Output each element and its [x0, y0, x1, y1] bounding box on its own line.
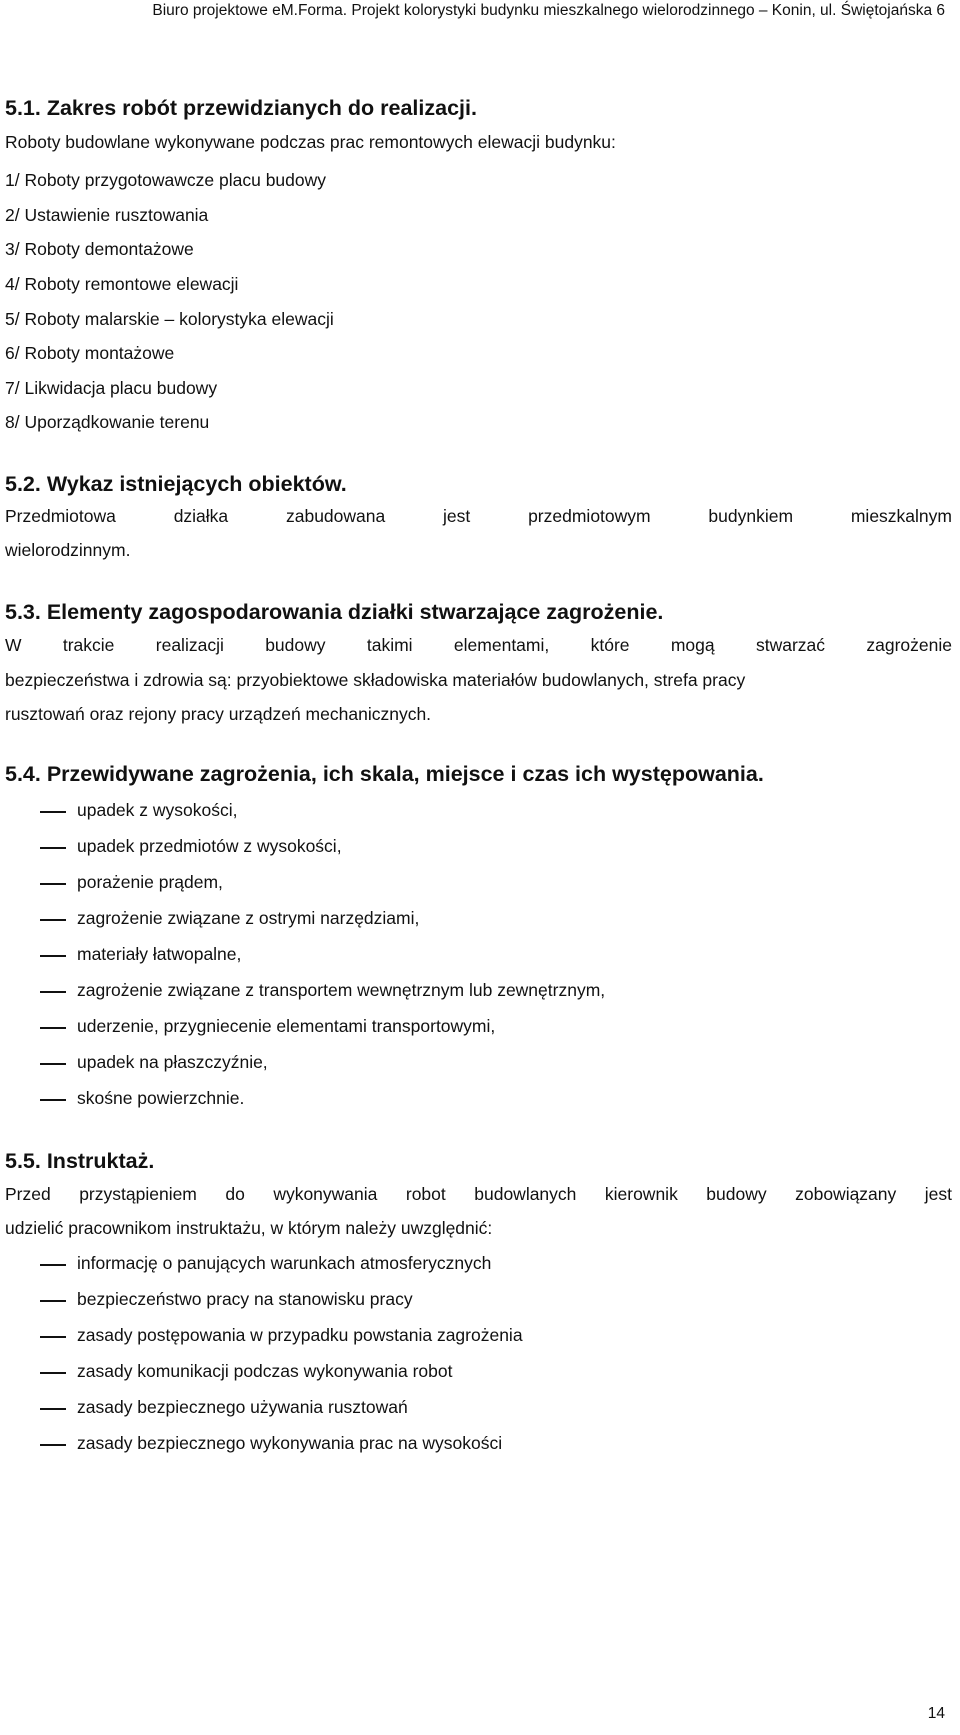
- dash-bullet-icon: [40, 955, 66, 957]
- hazard-list-item: materiały łatwopalne,: [77, 944, 242, 964]
- section-5-3-heading: 5.3. Elementy zagospodarowania działki stwarzające zagrożenie.: [5, 600, 664, 624]
- hazard-list-item: uderzenie, przygniecenie elementami transportowymi,: [77, 1016, 496, 1036]
- dash-bullet-icon: [40, 1027, 66, 1029]
- works-list-item: 6/ Roboty montażowe: [5, 343, 175, 363]
- instruction-list-item: zasady komunikacji podczas wykonywania robot: [77, 1361, 453, 1381]
- section-5-5-text-line: Przed przystąpieniem do wykonywania robot budowlanych kierownik budowy zobowiązany jest: [5, 1184, 952, 1204]
- dash-bullet-icon: [40, 919, 66, 921]
- dash-bullet-icon: [40, 1372, 66, 1374]
- works-list-item: 7/ Likwidacja placu budowy: [5, 378, 218, 398]
- section-5-1-heading: 5.1. Zakres robót przewidzianych do realizacji.: [5, 96, 477, 120]
- section-5-3-text-line: W trakcie realizacji budowy takimi elementami, które mogą stwarzać zagrożenie: [5, 635, 952, 655]
- hazard-list-item: porażenie prądem,: [77, 872, 223, 892]
- hazard-list-item: zagrożenie związane z transportem wewnętrznym lub zewnętrznym,: [77, 980, 606, 1000]
- page-number: 14: [927, 1705, 945, 1722]
- instruction-list-item: bezpieczeństwo pracy na stanowisku pracy: [77, 1289, 413, 1309]
- section-5-5-heading: 5.5. Instruktaż.: [5, 1149, 155, 1173]
- works-list-item: 8/ Uporządkowanie terenu: [5, 412, 210, 432]
- dash-bullet-icon: [40, 1264, 66, 1266]
- dash-bullet-icon: [40, 811, 66, 813]
- section-5-5-text-line: udzielić pracownikom instruktażu, w którym należy uwzględnić:: [5, 1218, 493, 1238]
- dash-bullet-icon: [40, 883, 66, 885]
- instruction-list-item: informację o panujących warunkach atmosferycznych: [77, 1253, 492, 1273]
- hazard-list-item: upadek na płaszczyźnie,: [77, 1052, 268, 1072]
- dash-bullet-icon: [40, 847, 66, 849]
- works-list-item: 2/ Ustawienie rusztowania: [5, 205, 209, 225]
- dash-bullet-icon: [40, 1444, 66, 1446]
- hazard-list-item: upadek przedmiotów z wysokości,: [77, 836, 342, 856]
- instruction-list-item: zasady bezpiecznego wykonywania prac na wysokości: [77, 1433, 503, 1453]
- works-list-item: 4/ Roboty remontowe elewacji: [5, 274, 239, 294]
- dash-bullet-icon: [40, 1063, 66, 1065]
- section-5-3-text-line: rusztowań oraz rejony pracy urządzeń mechanicznych.: [5, 704, 432, 724]
- section-5-1-intro: Roboty budowlane wykonywane podczas prac remontowych elewacji budynku:: [5, 132, 616, 152]
- section-5-2-heading: 5.2. Wykaz istniejących obiektów.: [5, 472, 347, 496]
- section-5-2-text-line: wielorodzinnym.: [5, 540, 131, 560]
- section-5-4-heading: 5.4. Przewidywane zagrożenia, ich skala, miejsce i czas ich występowania.: [5, 762, 764, 786]
- dash-bullet-icon: [40, 1099, 66, 1101]
- works-list-item: 1/ Roboty przygotowawcze placu budowy: [5, 170, 327, 190]
- dash-bullet-icon: [40, 991, 66, 993]
- hazard-list-item: zagrożenie związane z ostrymi narzędziami,: [77, 908, 420, 928]
- works-list-item: 3/ Roboty demontażowe: [5, 239, 194, 259]
- hazard-list-item: upadek z wysokości,: [77, 800, 238, 820]
- dash-bullet-icon: [40, 1408, 66, 1410]
- instruction-list-item: zasady postępowania w przypadku powstania zagrożenia: [77, 1325, 523, 1345]
- dash-bullet-icon: [40, 1336, 66, 1338]
- page-header: Biuro projektowe eM.Forma. Projekt kolorystyki budynku mieszkalnego wielorodzinnego – Konin, ul. Świętojańska 6: [152, 2, 945, 19]
- hazard-list-item: skośne powierzchnie.: [77, 1088, 245, 1108]
- works-list-item: 5/ Roboty malarskie – kolorystyka elewacji: [5, 309, 334, 329]
- section-5-3-text-line: bezpieczeństwa i zdrowia są: przyobiektowe składowiska materiałów budowlanych, strefa pracy: [5, 670, 746, 690]
- dash-bullet-icon: [40, 1300, 66, 1302]
- section-5-2-text-line: Przedmiotowa działka zabudowana jest przedmiotowym budynkiem mieszkalnym: [5, 506, 952, 526]
- instruction-list-item: zasady bezpiecznego używania rusztowań: [77, 1397, 408, 1417]
